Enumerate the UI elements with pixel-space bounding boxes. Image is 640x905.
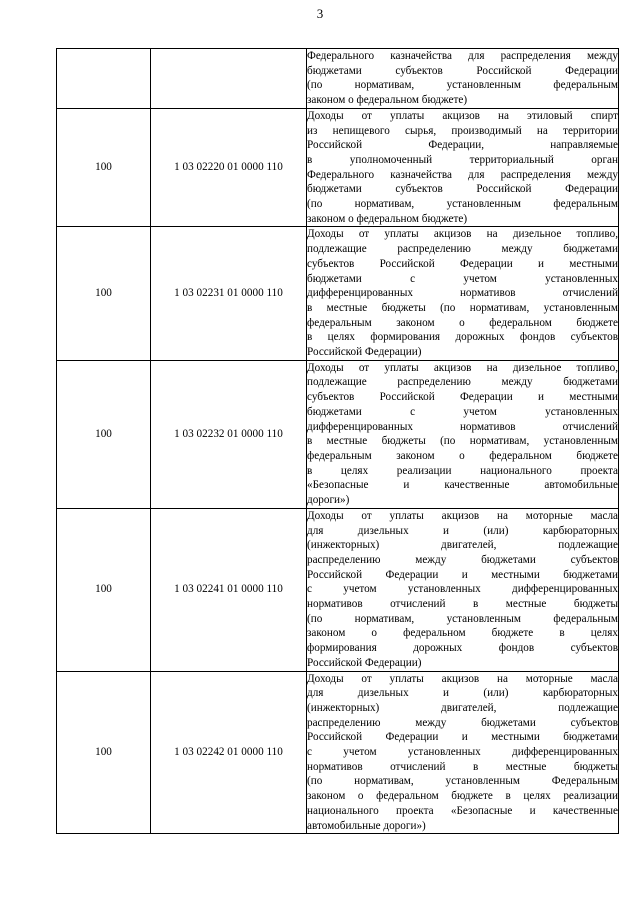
classification-code-cell: 1 03 02241 01 0000 110 — [151, 508, 307, 671]
description-cell — [307, 227, 619, 360]
description-line: бюджетами с учетом установленных — [307, 272, 618, 285]
description-line: Доходы от уплаты акцизов на этиловый спирт — [307, 109, 618, 122]
description-line: дифференцированных нормативов отчислений — [307, 420, 618, 433]
description-line: распределению между бюджетами субъектов — [307, 553, 618, 566]
description-line: с учетом установленных дифференцированных — [307, 746, 618, 759]
table-row — [57, 671, 619, 834]
description-line: субъектов Российской Федерации и местными — [307, 257, 618, 270]
description-line: законом о федеральном бюджете) — [307, 212, 468, 225]
description-line: национального проекта «Безопасные и качественные — [307, 804, 618, 817]
page-number: 3 — [316, 6, 324, 21]
table-row — [57, 227, 619, 360]
description-line: «Безопасные и качественные автомобильные — [307, 479, 618, 492]
admin-code-cell: 100 — [57, 108, 151, 227]
admin-code-cell: 100 — [57, 227, 151, 360]
description-line: Российской Федерации) — [307, 656, 422, 669]
description-line: законом о федеральном бюджете в целях реализации — [307, 790, 618, 803]
description-cell — [307, 360, 619, 508]
description-line: (инжекторных) двигателей, подлежащие — [307, 539, 618, 552]
description-line: формирования дорожных фондов субъектов — [307, 642, 618, 655]
description-line: бюджетами субъектов Российской Федерации — [307, 183, 618, 196]
revenue-classification-table — [56, 48, 619, 834]
description-line: нормативов отчислений в местные бюджеты — [307, 598, 618, 611]
description-line: для дизельных и (или) карбюраторных — [307, 524, 618, 537]
description-line: законом о федеральном бюджете в целях — [307, 627, 618, 640]
classification-code-cell — [151, 49, 307, 109]
description-cell — [307, 108, 619, 227]
classification-code-cell: 1 03 02232 01 0000 110 — [151, 360, 307, 508]
description-line: субъектов Российской Федерации и местными — [307, 391, 618, 404]
description-line: бюджетами с учетом установленных — [307, 405, 618, 418]
table-row — [57, 108, 619, 227]
description-line: Российской Федерации) — [307, 346, 422, 359]
description-line: автомобильные дороги») — [307, 819, 426, 832]
description-line: Федерального казначейства для распределения между — [307, 50, 618, 62]
description-line: (по нормативам, установленным Федеральным — [307, 775, 618, 788]
description-line: законом о федеральном бюджете) — [307, 94, 468, 107]
description-line: дифференцированных нормативов отчислений — [307, 287, 618, 300]
description-line: Доходы от уплаты акцизов на дизельное топливо, — [307, 361, 618, 374]
admin-code-cell: 100 — [57, 508, 151, 671]
description-cell — [307, 671, 619, 834]
description-line: бюджетами субъектов Российской Федерации — [307, 64, 618, 77]
description-line: Российской Федерации, направляемые — [307, 139, 618, 152]
description-line: с учетом установленных дифференцированных — [307, 583, 618, 596]
admin-code-cell: 100 — [57, 671, 151, 834]
description-line: Доходы от уплаты акцизов на моторные масла — [307, 672, 618, 685]
description-line: Доходы от уплаты акцизов на дизельное топливо, — [307, 228, 618, 241]
table-row — [57, 49, 619, 109]
description-line: федеральным законом о федеральном бюджете — [307, 316, 618, 329]
admin-code-cell: 100 — [57, 360, 151, 508]
description-cell — [307, 49, 619, 109]
description-line: в целях формирования дорожных фондов субъектов — [307, 331, 618, 344]
description-line: Российской Федерации и местными бюджетами — [307, 731, 618, 744]
classification-code-cell: 1 03 02242 01 0000 110 — [151, 671, 307, 834]
table-row — [57, 360, 619, 508]
description-line: Российской Федерации и местными бюджетами — [307, 568, 618, 581]
description-line: в местные бюджеты (по нормативам, установленным — [307, 301, 618, 314]
description-line: для дизельных и (или) карбюраторных — [307, 687, 618, 700]
description-line: (по нормативам, установленным федеральным — [307, 79, 618, 92]
description-line: Доходы от уплаты акцизов на моторные масла — [307, 509, 618, 522]
description-line: в местные бюджеты (по нормативам, установленным — [307, 435, 618, 448]
table-row — [57, 508, 619, 671]
description-line: Федерального казначейства для распределения между — [307, 168, 618, 181]
description-line: распределению между бюджетами субъектов — [307, 716, 618, 729]
description-line: (по нормативам, установленным федеральным — [307, 198, 618, 211]
description-line: в целях реализации национального проекта — [307, 464, 618, 477]
description-cell — [307, 508, 619, 671]
description-line: в уполномоченный территориальный орган — [307, 153, 618, 166]
description-line: федеральным законом о федеральном бюджете — [307, 449, 618, 462]
description-line: из непищевого сырья, производимый на территории — [307, 124, 618, 137]
description-line: (инжекторных) двигателей, подлежащие — [307, 701, 618, 714]
description-line: подлежащие распределению между бюджетами — [307, 376, 618, 389]
admin-code-cell — [57, 49, 151, 109]
description-line: нормативов отчислений в местные бюджеты — [307, 760, 618, 773]
description-line: (по нормативам, установленным федеральным — [307, 612, 618, 625]
description-line: подлежащие распределению между бюджетами — [307, 243, 618, 256]
classification-code-cell: 1 03 02220 01 0000 110 — [151, 108, 307, 227]
classification-code-cell: 1 03 02231 01 0000 110 — [151, 227, 307, 360]
description-line: дороги») — [307, 494, 350, 507]
